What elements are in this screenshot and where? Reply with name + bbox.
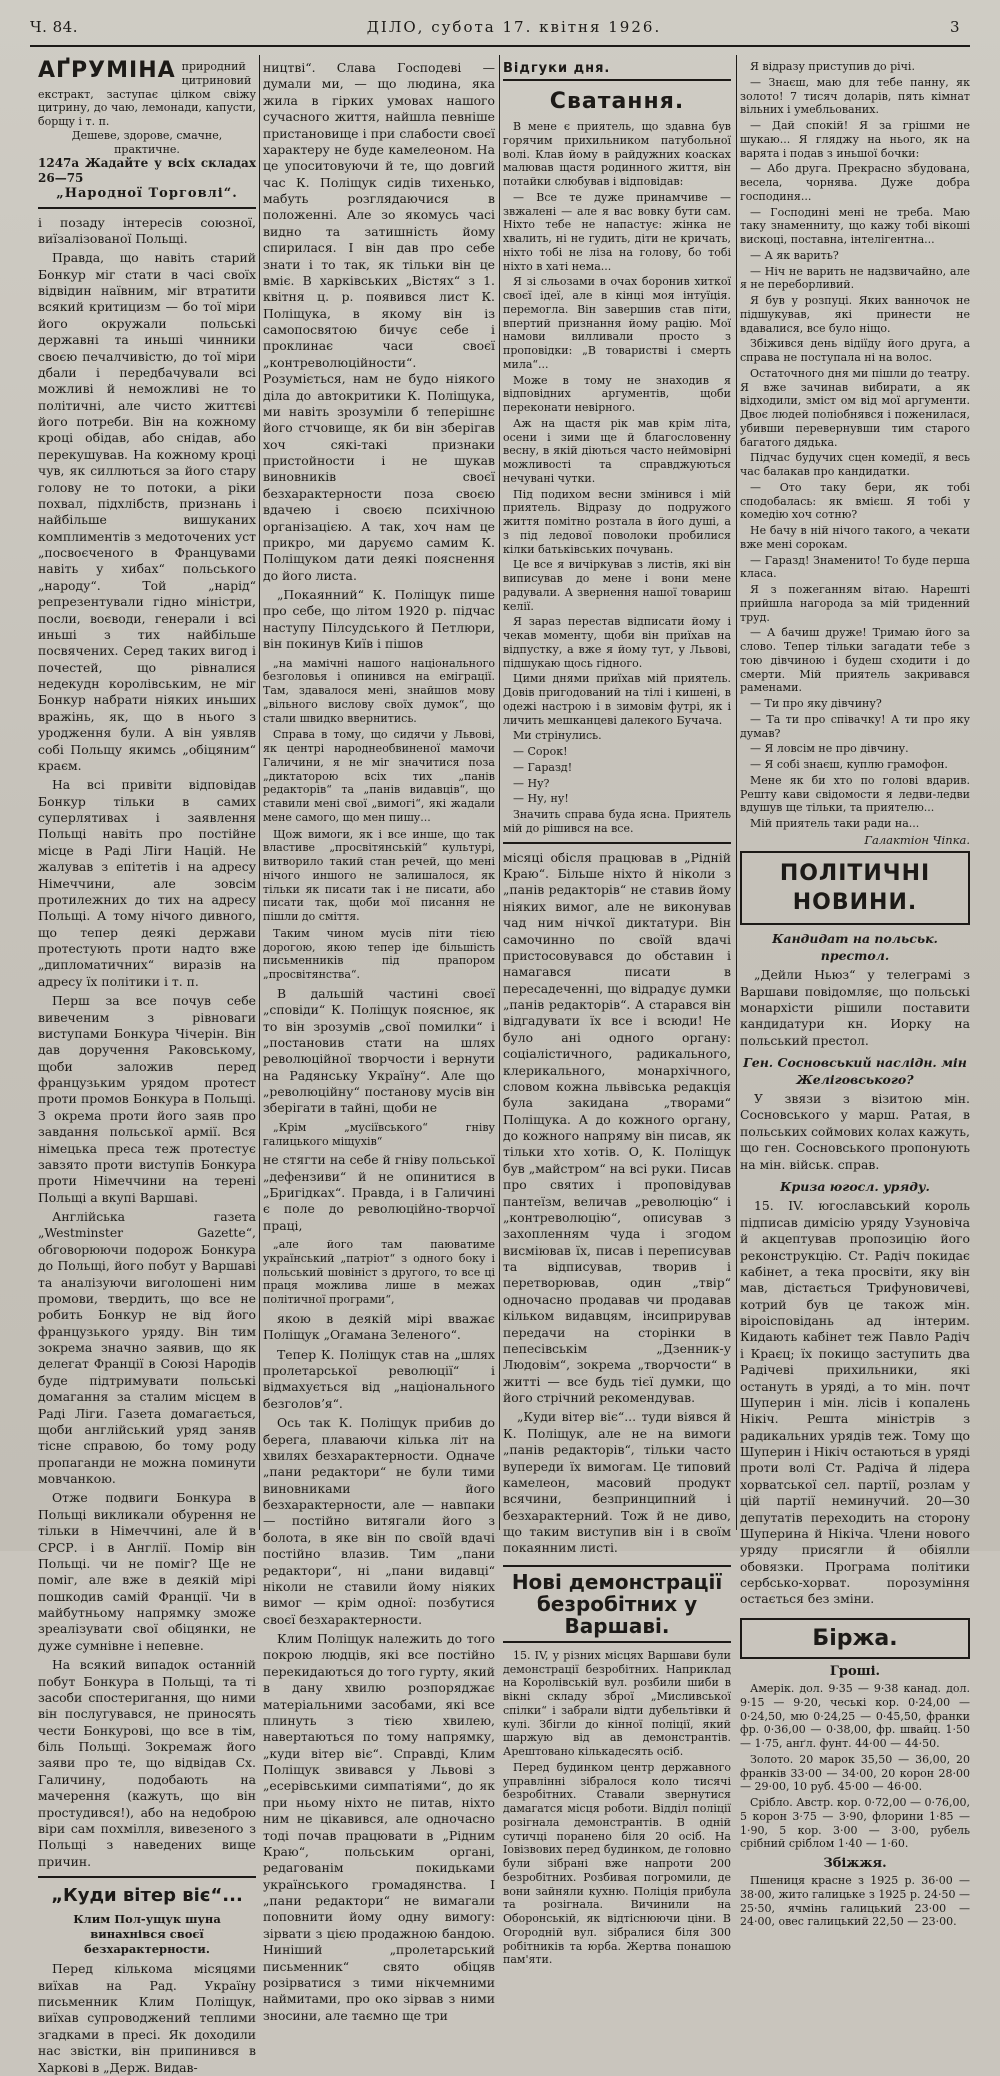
column-rule-3 [736, 55, 737, 1530]
ad-range: 26—75 [38, 171, 84, 186]
column-rule-1 [259, 55, 260, 1530]
article-paragraph: „Куди вітер віє“... туди віявся й К. Поліщук, але не на вимоги „панів редакторів“, тільки часто вупереди їх вимогам. Це типовий камелеон, масовий продукт всячини, безпринципний і безхарактерний. Тож й не диво, що таким виступив він і в своїм покаянним листі. [503, 1409, 731, 1556]
bourse-subheading: Гроші. [829, 1663, 881, 1679]
demo-paragraph: Перед будинком центр державного управлінні зібралося коло тисячі безробітних. Ставали звернутися дамагатся місця роботи. Відділ поліції розігнала демонстрантів. В одній сутичці поранено біля 20 осіб. На Іовізвових перед будинком, де головно були зібрані вже напроти 200 безробітних. Розбивая погромили, де вони зайняли кухню. Поліція прибула та розігнала. Вичинили на Оборонській, як відтіснюючи ціни. В Огородній вул. зібралися біля 300 робітників та юрба. Жертва понашою пам'яти. [503, 1760, 731, 1967]
article-paragraph: В дальшій частині своєї „сповіди“ К. Поліщук пояснює, як то він зрозумів „свої помилки“ і „постановив стати на шлях революційної творчости і вернути на Радянську Україну“. Але що „революційну“ постанову мусів він зберігати в тайні, щоби не [263, 985, 495, 1116]
feuilleton-paragraph: — Дай спокій! Я за грішми не шукаю... Я гляджу на нього, як на варята і подав з иньшої бочки: [740, 119, 970, 160]
article-paragraph: На всякий випадок останній побут Бонкура в Польщі, та ті засоби спостеригання, що ними він послугувався, не приносять чести Бонкурові, що все в тім, біль Польщі. Зокремаж його заяви про те, що відвідав Сх. Галичину, подобають на мачерення (кажуть, що він простудився!), або на недоброю віри сам похмілля, вивезеного з Польщі з наведених вище причин. [38, 1657, 256, 1869]
feuilleton-paragraph: — Або друга. Прекрасно збудована, весела, чорнява. Дуже добра господиня... [740, 162, 970, 203]
quote-paragraph: „але його там паюватиме український „патріот“ з одного боку і польський шовініст з другого, то все ці праця можлива лише в межах політичної програми“, [263, 1238, 495, 1307]
issue-date: субота 17. квітня 1926. [431, 18, 662, 36]
politics-heading: Ген. Сосновський наслідн. мін Желіговського? [743, 1055, 967, 1087]
feuilleton-paragraph: — Господині мені не треба. Маю таку знаменниту, що кажу тобі вікоші вискоці, поставна, інтелігентна... [740, 205, 970, 246]
feuilleton-paragraph: Мене як би хто по голові вдарив. Решту кави свідомости я ледви-ледви вдушув ще тільки, та приятелю... [740, 773, 970, 815]
feuilleton-paragraph: Мій приятель таки ради на... [750, 817, 920, 830]
politics-paragraph: „Дейли Ньюз“ у телеграмі з Варшави повідомляє, що польські монархісти рішили поставити кандидатури кн. Иорку на польський престол. [740, 967, 970, 1048]
quote-block [263, 657, 495, 982]
author-signature: Галактіон Чіпка. [864, 832, 970, 847]
column-4 [740, 60, 970, 1929]
article-paragraph: Ось так К. Поліщук прибив до берега, плаваючи кілька літ на хвилях безхарактерности. Одначе „пани редактори“ не були тими виновниками його безхарактерности, але — навпаки — постійно витягали його з болота, в яке він по своїй вдачі постійно влазив. Тим „пани редактори“, ні „пани видавці“ ніколи не ставили йому ніяких вимог — крім одної: позбутися своєї безхарактерности. [263, 1415, 495, 1627]
article-paragraph: ництві“. Слава Господеві — думали ми, — що людина, яка жила в гірких умовах нашого сучасного життя, найшла певніше пристановище і при слабости своєї характеру не буде камелеоном. На це упоситовуючи й те, що довгий час К. Поліщук сидів тихенько, мабуть розглядаючися в положенні. Але зо якомусь часі видно та затишність йому спирилася. І він дав про себе знати і то так, як тільки він це вміє. В харківських „Вістях“ з 1. квітня ц. р. появився лист К. Поліщука, в якому він із самопосвятою бичує себе і проклинає часи своєї „контреволюційности“. Розуміється, нам не будо ніякого діла до автокритики К. Поліщука, ми навіть зрозуміли б теперішнє його стчовище, як би він зберігав хоч сякі-такі признаки пристойности і не шукав виновників своєї безхарактерности поза своєю вдачею і своєю психічною організацією. А так, хоч нам це прикро, ми даруємо самим К. Поліщуком дати деякі пояснення до його листа. [263, 60, 495, 583]
politics-title: ПОЛІТИЧНІ НОВИНИ. [740, 851, 970, 925]
article-divider [503, 842, 731, 844]
article-paragraph: Клим Поліщук належить до того покрою людців, які все постійно перекидаються до того гурту, який в дану хвилю розпоряджає матеріальними засобами, які все плинуть з тією хвилею, навертаються по тому напрямку, „куди вітер віє“. Справді, Клим Поліщук звивався у Львові з „есерівськими симпатіями“, до як при ньому ніхто не питав, ніхто ним не цікавився, але одночасно тоді почав працювати в „Рідним Краю“, польським органі, редагованім покидьками українського громадянства. І „пани редактори“ не вимагали поповнити йому одну вимогу: зірвати з цією продажною бандою. Ниніший „пролетарський письменник“ свято обіцяв розірватися з тими нікчемними наймитами, про око зірвав з ними зносини, але таємно ще три [263, 1631, 496, 2023]
ad-cta: Жадайте у всіх складах [85, 156, 256, 171]
bourse-body [740, 1682, 970, 1851]
article-subtitle-wind: Клим Пол-ущук шуна винахнівся своєї безхарактерности. [73, 1911, 221, 1957]
dialog-line: — Ну, ну! [513, 792, 569, 806]
ad-cta-row [38, 156, 256, 186]
feuilleton-paragraph: — Гаразд! Знаменито! То буде перша класа. [740, 553, 970, 581]
article-paragraph: і позаду інтересів союзної, виїзалізованої Польщі. [38, 214, 256, 246]
bourse-title: Біржа. [740, 1618, 970, 1659]
feuilleton-paragraph: Підчас будучих сцен комедії, я весь час балакав про кандидатки. [740, 451, 970, 478]
section-label: Відгуки дня. [503, 60, 731, 81]
feuilleton-paragraph: Я зі сльозами в очах боронив хиткої своєї ідеї, але в кінці моя інтуїція. перемогла. Він завершив став піти, впертий признання йому рацію. Мої намови вилливали просто з проповідки: „В товаристві і смерть мила“... [503, 275, 731, 371]
article-paragraph: місяці обісля працював в „Рідній Краю“. Більше ніхто й ніколи з „панів редакторів“ не ставив йому ніяких вимог, але не виконував чад ним нічкої диктатури. Він самочинно по своїй вдачі пристосовувався до обставин і намагався писати в пересадеченні, що відрадує думки „панів редакторів“. А старався він відгадувати їх все і всюди! Не було ані одного органу: соціалістичного, радикального, клерикального, монархічного, словом кожна львівська редакція була закидана „творами“ Поліщука. А до кожного органу, до кожного напряму він писав, як тільки хто хотів. О, К. Поліщук був „майстром“ на всі руки. Писав про святих і проповідував пантеїзм, величав „революцію“ і „контреволюцію“, описував з захопленням чуда і згодом висміював їх, писав і переписував та відписував, творив і перетворював, один „твір“ одночасно продавав чи продавав кільком видавцям, інсиприрував передачи на сторінки в пепесівськім „Дзенник-у Людовім“, зокрема „творчости“ в житті — все будь тієї думки, що його стрічний рекомендував. [503, 849, 731, 1406]
article-paragraph: „Покаянний“ К. Поліщук пише про себе, що літом 1920 р. підчас наступу Пілсудського й Петлюри, він покинув Київ і пішов [263, 587, 495, 652]
feuilleton-paragraph: Не бачу в ній нічого такого, а чекати вже мені сорокам. [740, 524, 970, 551]
feuilleton-paragraph: — А бачиш друже! Тримаю його за слово. Тепер тільки загадати тебе з тою дівчиною і будеш сходити і до смерти. Мій приятель закривався раменами. [740, 626, 970, 695]
bourse-paragraph: Золото. 20 марок 35,50 — 36,00, 20 франків 33·00 — 34·00, 20 корон 28·00 — 29·00, 10 руб. 45·00 — 46·00. [740, 1752, 970, 1794]
politics-heading: Криза югосл. уряду. [780, 1178, 930, 1194]
issue-number: Ч. 84. [30, 18, 78, 36]
ad-brand: АҐРУМІНА [38, 58, 176, 83]
bourse-paragraph: Пшениця красне з 1925 р. 36·00 — 38·00, жито галицьке з 1925 р. 24·50 — 25·50, ячмінь галицький 23·00 — 24·00, овес галицький 22,50 — 23·00. [740, 1874, 970, 1929]
feuilleton-paragraph: — Знаєш, маю для тебе панну, як золото! 7 тисяч доларів, пять кімнат вільних і умебльованих. [740, 75, 970, 117]
feuilleton-body [503, 120, 731, 836]
feuilleton-paragraph: — Все те дуже принамчиве — звжалені — але я вас вовку бути сам. Ніхто тебе не напастує: жінка не хвалить, ні не гудить, діти не кричать, ніхто тобі не ліза на голову, бо тобі ніхто в хаті нема... [503, 190, 731, 273]
masthead-center [367, 18, 662, 36]
politics-paragraph: 15. IV. югославський король підписав димісію уряду Узуновіча й акцептував пропозицію його реконструкцію. Ст. Радіч покидає кабінет, а тека просвіти, яку він мав, дістається Трифуновичеві, котрий був це також мін. віроісповідань ад інтерим. Кидають кабінет теж Павло Радіч і Краєц; їх покищо заступить два Радічеві прихильники, які остануть в уряді, а то мін. почт Шуперин і мін. лісів і копалень Нікіч. Решта міністрів з радикальних урядів теж. Тому що Шуперин і Нікіч остаються в уряді проти волі Ст. Радіча й лідера хорватської сел. партії, розлам у цій партії неминучий. 20—30 депутатів переходить на сторону Шуперина й Нікіча. Члени нового уряду присягли й обіялли обовязки. Програма політики сербсько-хорват. порозуміння остається без зміни. [740, 1198, 970, 1607]
bourse-paragraph: Амерік. дол. 9·35 — 9·38 канад. дол. 9·15 — 9·20, чеські кор. 0·24,00 — 0·24,50, мю 0·24,25 — 0·45,50, франки фр. 0·36,00 — 0·38,00, фр. швайц. 1·50 — 1·75, анґл. фунт. 44·00 — 44·50. [740, 1682, 970, 1750]
quote-paragraph: Справа в тому, що сидячи у Львові, як центрі народнеобвиненої мамочи Галичини, я не міг значитися поза „диктаторою всіх тих „панів редакторів“ та „панів видавців“, що ставили мені свої „вимогі“, які жадали мене самого, що мен пишу... [263, 728, 495, 824]
feuilleton-paragraph: Я був у розпуці. Яких ванночок не підшукував, які принести не вдавалися, все було ніщо. [740, 294, 970, 335]
feuilleton-paragraph: Це все я вичіркував з листів, які він виписував до мене і вони мене радували. А звернення нашої товариш келії. [503, 558, 731, 613]
feuilleton-paragraph: Може в тому не знаходив я відповідних аргументів, щоби переконати невірного. [503, 373, 731, 415]
bourse-subheading: Збіжжя. [823, 1856, 887, 1871]
demo-body [503, 1649, 731, 1967]
masthead-rule [30, 45, 970, 47]
feuilleton-paragraph: — Ти про яку дівчину? [750, 697, 882, 710]
article-paragraph: Правда, що навіть старий Бонкур міг стати в часі своїх відвідин наївним, міг втратити всякий критицизм — бо тої міри його окружали польські державні та иньші чинники своєю печалчивістю, до тої міри дбали і передбачували всі можливі й неможливі не то політичні, але чисто життєві його потреби. Він на кожному кроці обідав, або снідав, або перекушував. На кожному кроці чув, як силлються за його стару голову не то потоки, а ріки похвал, підхлібств, признань і найбільше вишуканих комплиментів з медоточених уст „посвоєченого в Францувами навіть у хибах“ польського „народу“. Той „нарід“ репрезентували гідно міністри, посли, воєводи, генерали і всі иньші з тих найбільше посвячених. Серед таких вигод і почестей, що рівналися недекудн королівським, не міг Бонкур набрати ніяких иньших вражінь, як, що в нього з уродження були. А він уявляв собі Польщу якимсь „обіцяним“ краєм. [38, 250, 256, 773]
article-paragraph: не стягти на себе й гніву польської „дефензиви“ й не опинитися в „Бригідках“. Правда, і в Галичині є поле до революційно-творчої праці, [263, 1152, 495, 1233]
bourse-paragraph: Срібло. Австр. кор. 0·72,00 — 0·76,00, 5 корон 3·75 — 3·90, флорини 1·85 — 1·90, 5 кор. 3·00 — 3·00, рубель срібний сріблом 1·40 — 1·60. [740, 1796, 970, 1851]
article-paragraph: На всі привіти відповідав Бонкур тільки в самих суперлятивах і заявлення Польщі навіть про постійне місце в Раді Ліги Націй. Не жалував з епітетів і на адресу Німеччини, але зовсім протилежних до тих на адресу Польщі. А тому нічого дивного, що тепер деякі держави протестують проти надто вже „дипломатичних“ виразів на адресу їх політики і т. п. [38, 777, 256, 989]
feuilleton-paragraph: Цими днями приїхав мій приятель. Довів пригодований на тілі і кишені, в одежі настрою і в зимовім футрі, як і личить мешканцеві далекого Бучача. [503, 672, 731, 727]
feuilleton-paragraph: — Я собі знаєш, куплю грамофон. [750, 758, 948, 771]
politics-heading: Кандидат на польськ. престол. [772, 931, 938, 963]
dialog-line: Ми стрінулись. [513, 729, 602, 743]
article-paragraph: Перш за все почув себе вивеченим з рівноваги виступами Бонкура Чічерін. Він дав доручення Раковському, щоби заложив перед французьким урядом протест проти промов Бонкура в Польщі. З окрема проти його заяв про завдання польської армії. Вся німецька преса теж протестує завзято проти виступів Бонкура проти Німеччини на терені Польщі а вкупі Варшаві. [38, 993, 256, 1205]
page-number: 3 [949, 18, 960, 36]
quote-paragraph: Таким чином мусів піти тією дорогою, якою тепер іде більшість письменників під прапором „просвітянства“. [263, 926, 495, 981]
bourse-body [740, 1874, 970, 1929]
feuilleton-paragraph: — А як варить? [750, 248, 839, 262]
column-2 [263, 60, 496, 2023]
feuilleton-paragraph: Я відразу приступив до річі. [750, 60, 915, 73]
feuilleton-paragraph: Остаточного дня ми пішли до театру. Я вже зачинав вибирати, а як відходили, зміст ом від мої аргументи. Двоє людей поліобнявся і поженилася, убивши перевернувши тим старого багатого дядька. [740, 366, 970, 449]
demo-paragraph: 15. IV, у різних місцях Варшави були демонстрації безробітних. Наприклад на Королівській вул. розбили шиби в вікні складу зброї „Мисливської спілки“ і забрали відти дубельтівки й кулі. Збігли до кінної поліції, який шаржую від ав демонстрантів. Арештовано кількадесять осіб. [503, 1648, 731, 1759]
feuilleton-paragraph: Я зараз перестав відписати йому і чекав моменту, щоби він приїхав на відпустку, а вже я йому тут, у Львові, підшукаю щось гідного. [503, 615, 731, 670]
quote-block [263, 1238, 495, 1307]
feuilleton-paragraph: Під подихом весни змінився і мій приятель. Відразу до подружого життя помітно розтала в його душі, а з під ледової поволоки пробилися кілки батьківських почувань. [503, 487, 731, 556]
feuilleton-paragraph: Збіжився день відіїду його друга, а справа не поступала ні на волос. [740, 337, 970, 364]
article-divider [38, 1876, 256, 1878]
feuilleton-paragraph: Значить справа буда ясна. Приятель мій до рішився на все. [503, 808, 731, 835]
feuilleton-paragraph: — Ото таку бери, як тобі сподобалась: як вмієш. Я тобі у комедію хоч сотню? [740, 480, 970, 522]
column-3 [503, 60, 731, 1967]
ad-store: „Народної Торговлі“. [56, 186, 238, 202]
ad-slogan: Дешеве, здорове, смачне, практичне. [71, 128, 223, 156]
ad-code: 1247a [38, 156, 80, 171]
article-title-wind: „Куди вітер віє“... [51, 1885, 243, 1906]
demo-title: Нові демонстрації безробітних у Варшаві. [503, 1565, 731, 1643]
feuilleton-paragraph: — Я ловсім не про дівчину. [750, 742, 909, 756]
feuilleton-continuation [740, 60, 970, 847]
article-paragraph: Перед кількома місяцями виїхав на Рад. Україну письменник Клим Поліщук, виїхав супроводжений теплими згадками в пресі. Як доходили нас звістки, він припинився в Харкові в „Держ. Видав- [38, 1961, 256, 2075]
article-paragraph: якою в деякій мірі вважає Поліщук „Огамана Зеленого“. [263, 1310, 495, 1343]
feuilleton-paragraph: Я з пожеганням вітаю. Нарешті прийшла нагорода за мій триденний труд. [740, 583, 970, 624]
agrumina-ad [38, 60, 256, 209]
column-1 [38, 58, 256, 2075]
dialog-line: — Гаразд! [513, 760, 573, 774]
article-paragraph: Отже подвиги Бонкура в Польщі викликали обурення не тільки в Німеччині, але й в СРСР. і в Англії. Помір він Польщі. чи не поміг? Ще не поміг, але вже в деякій мірі пошкодив самій Франції. Чи в майбутньому напрямку зможе зреалізувати свої обіцянки, не дуже сумнівне і непевне. [38, 1490, 256, 1653]
quote-paragraph: Щож вимоги, як і все инше, що так властиве „просвітянській“ культурі, витворило такий стан речей, що мені нічого иншого не залишалося, як тільки як писати так і не писати, або писати так, щоби мої писання не пішли до сміття. [263, 827, 495, 923]
dialog-line: — Сорок! [513, 745, 568, 759]
feuilleton-paragraph: Аж на щастя рік мав крім літа, осени і зими ще й благословенну весну, в якій діються часто неймовірні можливості та справджуються нечувані чутки. [503, 416, 731, 485]
paper-name: ДІЛО, [366, 18, 425, 36]
politics-paragraph: У звязи з візитою мін. Сосновського у марш. Ратая, в польських соймових колах кажуть, що ген. Сосновського пропонують на мін. військ. справ. [740, 1091, 970, 1172]
feuilleton-paragraph: — Та ти про співачку! А ти про яку думав? [740, 712, 970, 740]
feuilleton-title: Сватання. [549, 89, 685, 115]
ad-description: природний цитриновий екстракт, заступає цілком свіжу цитрину, до чаю, лемонади, капусти, борщу і т. п. [38, 60, 256, 128]
column-rule-2 [499, 55, 500, 1530]
masthead [30, 18, 960, 44]
article-paragraph: Тепер К. Поліщук став на „шлях пролетарської революції“ і відмахується від „національного безголовʼя“. [263, 1346, 495, 1411]
feuilleton-paragraph: — Ніч не варить не надзвичайно, але я не переборливий. [740, 264, 970, 292]
quote-block [263, 1121, 495, 1149]
quote-paragraph: „на мамічні нашого національного безголовья і опинився на еміграції. Там, здавалося мені, знайшов мову „вільного вислову своїх думок“, що стали швидко ввернитись. [263, 656, 495, 725]
quote-paragraph: „Крім „мусіївського“ гніву галицького міщухів“ [263, 1120, 495, 1148]
dialog-line: — Ну? [513, 776, 550, 790]
feuilleton-paragraph: В мене є приятель, що здавна був горячим прихильником патубольної волі. Клав йому в райдужних коасках малював щастя родинного життя, він потайки слюбував і відповідав: [503, 120, 731, 189]
article-paragraph: Англійська газета „Westminster Gazette“, обговорюючи подорож Бонкура до Польщі, його побут у Варшаві та аналізуючи виголошені ним промови, твердить, що все не робить Бонкур не від його французького уряду. Він тим зокрема значно заявив, що як делегат Франції в Союзі Народів буде підтримувати польські домагання за сталим місцем в Раді Ліги. Газета домагається, щоби англійський уряд заняв тісне справою, бо тому роду пропаганди не можна поминути мовчанкою. [38, 1209, 256, 1486]
